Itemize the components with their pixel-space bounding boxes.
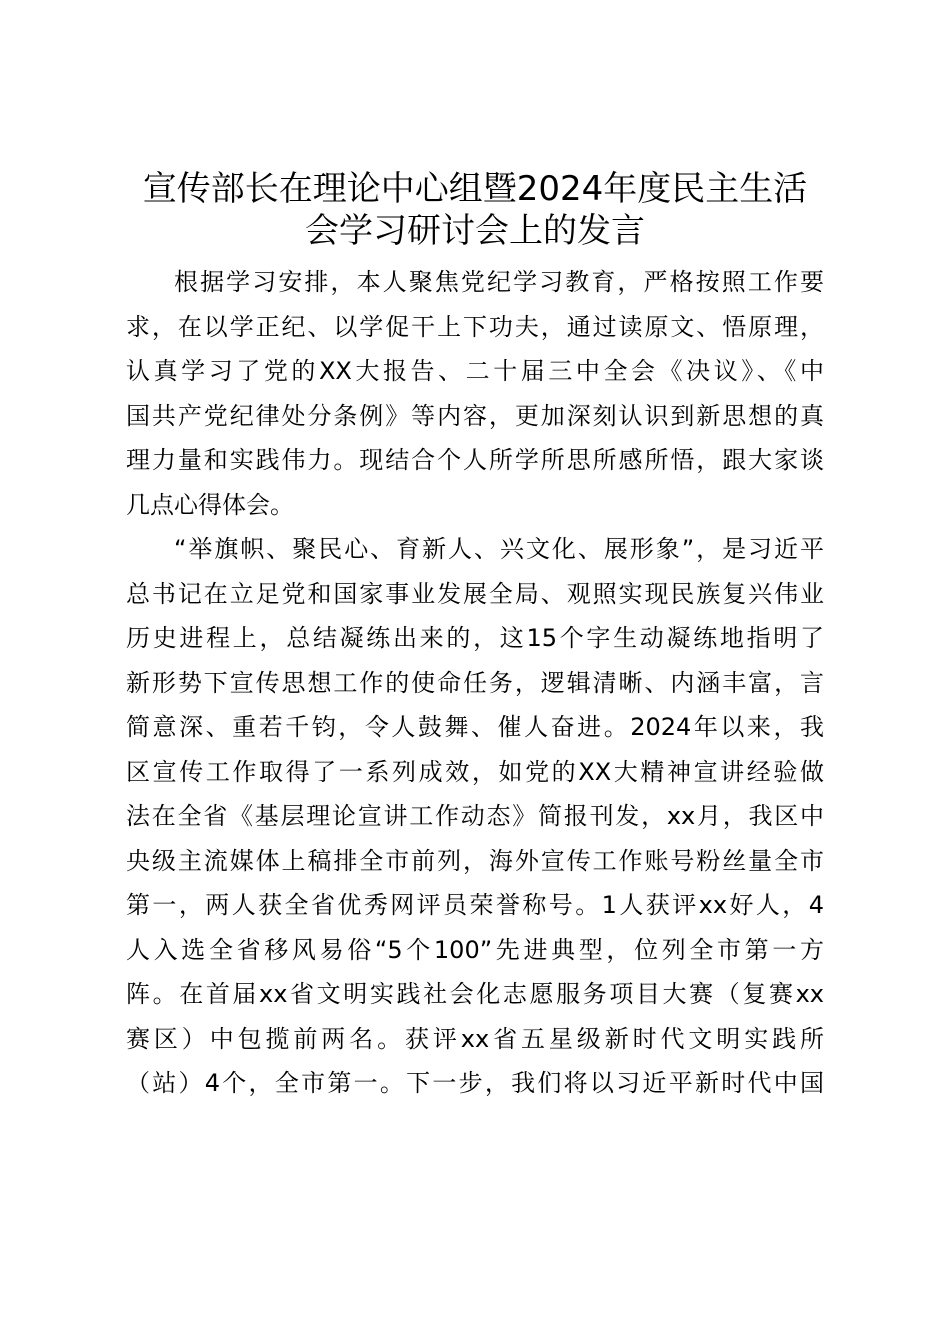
- paragraph-line: 总书记在立足党和国家事业发展全局、观照实现民族复兴伟业: [126, 579, 824, 608]
- paragraph-line: 区宣传工作取得了一系列成效，如党的XX大精神宣讲经验做: [126, 757, 824, 786]
- paragraph-line: 赛区）中包揽前两名。获评xx省五星级新时代文明实践所: [126, 1024, 824, 1053]
- body-paragraph: [126, 260, 824, 527]
- paragraph-line: 认真学习了党的XX大报告、二十届三中全会《决议》、《中: [126, 357, 824, 385]
- paragraph-line: 求，在以学正纪、以学促干上下功夫，通过读原文、悟原理，: [126, 312, 824, 341]
- paragraph-line: 新形势下宣传思想工作的使命任务，逻辑清晰、内涵丰富，言: [126, 668, 824, 697]
- paragraph-line: 根据学习安排，本人聚焦党纪学习教育，严格按照工作要: [174, 268, 824, 296]
- paragraph-line: 几点心得体会。: [126, 490, 294, 519]
- paragraph-line: 央级主流媒体上稿排全市前列，海外宣传工作账号粉丝量全市: [126, 846, 824, 875]
- paragraph-line: 简意深、重若千钧，令人鼓舞、催人奋进。2024年以来，我: [126, 713, 824, 741]
- paragraph-line: 法在全省《基层理论宣讲工作动态》简报刊发，xx月，我区中: [126, 802, 824, 830]
- body-paragraph: [126, 527, 824, 1106]
- paragraph-line: “举旗帜、聚民心、育新人、兴文化、展形象”，是习近平: [174, 535, 824, 563]
- paragraph-line: 理力量和实践伟力。现结合个人所学所思所感所悟，跟大家谈: [126, 446, 824, 474]
- paragraph-line: 第一，两人获全省优秀网评员荣誉称号。1人获评xx好人，4: [126, 891, 824, 919]
- paragraph-line: 阵。在首届xx省文明实践社会化志愿服务项目大赛（复赛xx: [126, 980, 824, 1008]
- document-title: [126, 168, 824, 252]
- paragraph-line: 人入选全省移风易俗“5个100”先进典型，位列全市第一方: [126, 935, 824, 964]
- title-line: 会学习研讨会上的发言: [305, 211, 645, 251]
- paragraph-line: 历史进程上，总结凝练出来的，这15个字生动凝练地指明了: [126, 624, 824, 652]
- paragraph-line: 国共产党纪律处分条例》等内容，更加深刻认识到新思想的真: [126, 401, 824, 430]
- title-line: 宣传部长在理论中心组暨2024年度民主生活: [142, 169, 808, 209]
- paragraph-line: （站）4个，全市第一。下一步，我们将以习近平新时代中国: [126, 1069, 824, 1097]
